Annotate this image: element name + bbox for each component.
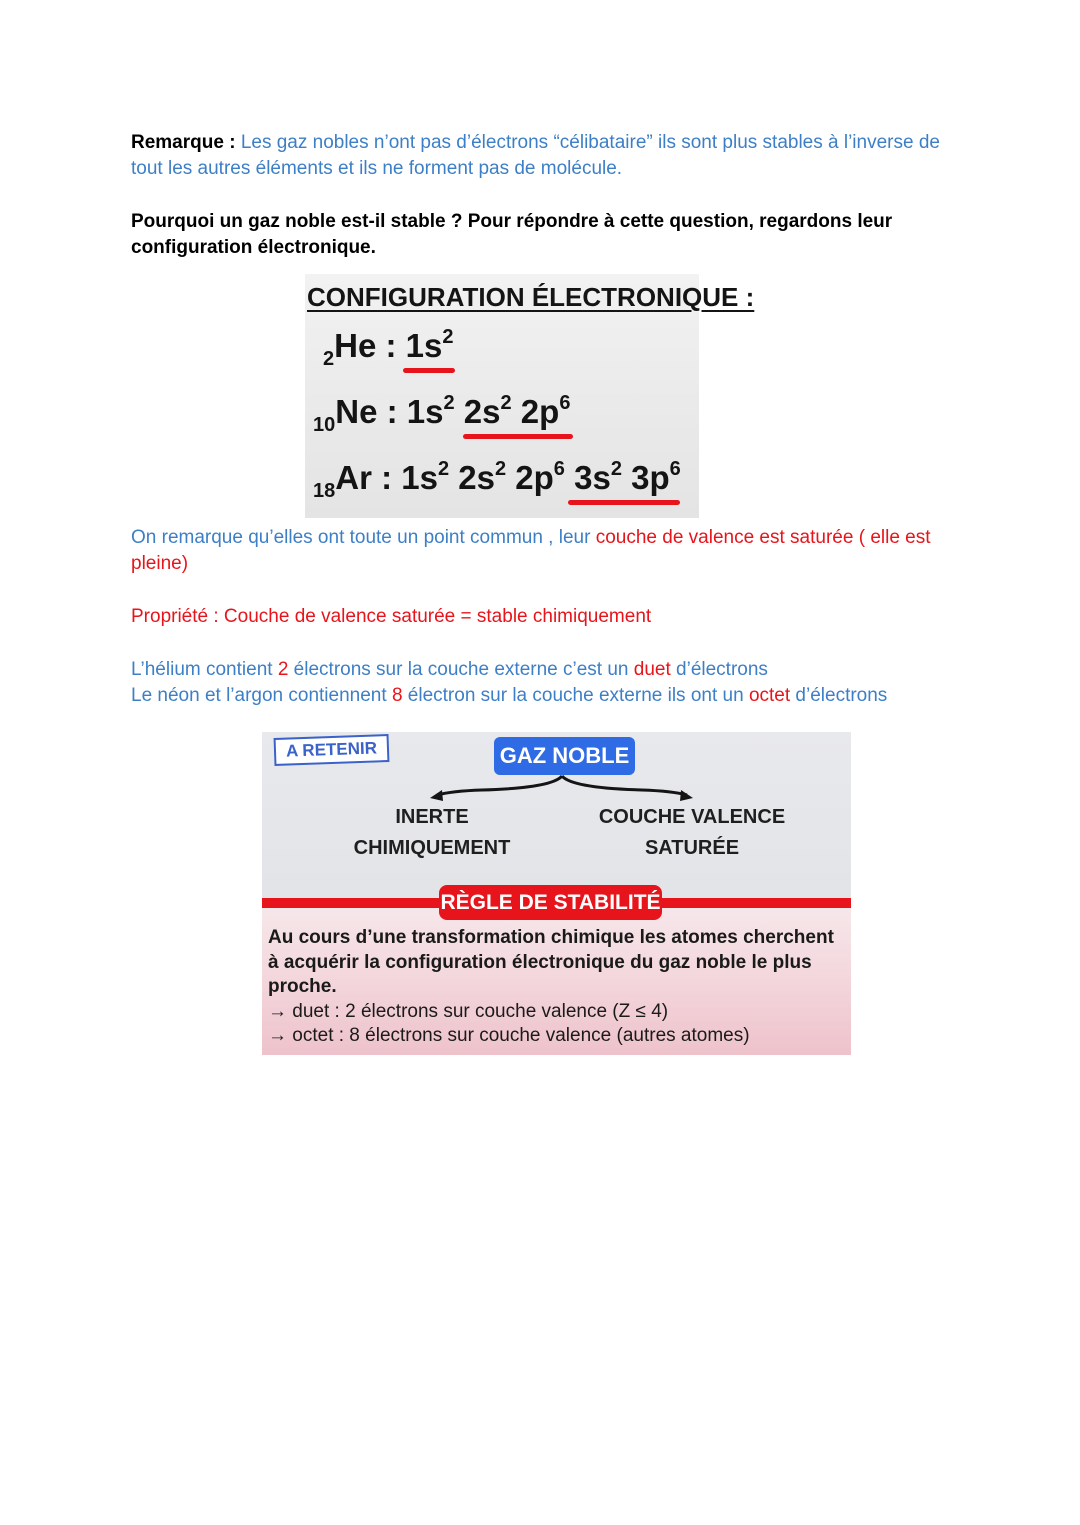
argon-z: 18: [313, 480, 336, 502]
propriete-paragraph: Propriété : Couche de valence saturée = stable chimiquement: [131, 606, 652, 627]
remark-valence-text: On remarque qu’elles ont toute un point commun , leur: [131, 527, 596, 548]
argon-underline: [568, 500, 680, 505]
couche-valence-node: [592, 802, 792, 864]
right-branch-arrow: [562, 776, 687, 795]
left-arrowhead: [430, 790, 443, 801]
neon-underline: [463, 434, 573, 439]
helium-z: 2: [323, 348, 335, 370]
argon-shell-3p: $3p^6$: [631, 458, 681, 496]
argon-shell-2p: $2p^6$: [515, 458, 565, 496]
duet-word: duet: [633, 659, 671, 680]
helium-paragraph: [131, 657, 951, 683]
neon-paragraph: [131, 683, 951, 709]
helium-text-a: L’hélium contient: [131, 659, 278, 680]
retenir-figure: [262, 732, 851, 1055]
argon-symbol: Ar :: [335, 459, 402, 496]
helium-count: 2: [277, 659, 289, 680]
octet-word: octet: [748, 685, 791, 706]
neon-text-c: d’électrons: [790, 685, 888, 706]
left-branch-arrow: [437, 776, 562, 795]
neon-z: 10: [313, 414, 336, 436]
inerte-line-2: CHIMIQUEMENT: [353, 837, 511, 859]
helium-text-c: d’électrons: [670, 659, 768, 680]
argon-shell-3s: $3s^2$: [574, 458, 622, 496]
gaz-noble-box: GAZ NOBLE: [494, 737, 635, 775]
helium-config: [323, 326, 453, 371]
rule-statement: Au cours d’une transformation chimique les atomes cherchent à acquérir la configuration électronique du gaz noble le plus proche.: [268, 927, 834, 997]
rule-text: [268, 926, 848, 1049]
couche-line-2: SATURÉE: [644, 837, 740, 859]
remark-valence-paragraph: [131, 525, 951, 577]
helium-underline: [403, 368, 455, 373]
neon-shell-2p: $2p^6$: [520, 392, 571, 430]
remarque-text: Les gaz nobles n’ont pas d’électrons “célibataire” ils sont plus stables à l’inverse de tout les autres éléments et ils ne forment pas de molécule.: [131, 132, 940, 179]
argon-shell-2s: $2s^2$: [458, 458, 507, 496]
neon-symbol: Ne :: [335, 393, 407, 430]
helium-symbol: He :: [334, 327, 406, 364]
a-retenir-tag: A RETENIR: [274, 734, 390, 766]
argon-config: [313, 458, 681, 503]
couche-line-1: COUCHE VALENCE: [598, 806, 786, 828]
configuration-figure: [305, 274, 755, 518]
neon-text-a: Le néon et l’argon contiennent: [131, 685, 392, 706]
remarque-label: Remarque :: [131, 132, 236, 153]
neon-count: 8: [391, 685, 403, 706]
inerte-line-1: INERTE: [395, 806, 469, 828]
helium-text-b: électrons sur la couche externe c’est un: [288, 659, 634, 680]
neon-text-b: électron sur la couche externe ils ont un: [402, 685, 749, 706]
octet-rule: → octet : 8 électrons sur couche valence (autres atomes): [268, 1025, 750, 1046]
configuration-title: CONFIGURATION ÉLECTRONIQUE :: [307, 282, 755, 312]
inerte-node: [352, 802, 512, 864]
remark-valence-highlight: couche de valence est saturée ( elle est pleine): [131, 527, 931, 574]
helium-shell-1s: $1s^2$: [405, 326, 454, 364]
question-paragraph: Pourquoi un gaz noble est-il stable ? Pour répondre à cette question, regardons leur configuration électronique.: [131, 211, 893, 258]
neon-shell-1s: $1s^2$: [406, 392, 455, 430]
neon-config: [313, 392, 570, 437]
argon-shell-1s: $1s^2$: [401, 458, 450, 496]
right-arrowhead: [680, 790, 693, 801]
neon-shell-2s: $2s^2$: [463, 392, 512, 430]
remarque-paragraph: [131, 130, 951, 182]
regle-stabilite-box: RÈGLE DE STABILITÉ: [439, 885, 662, 920]
duet-rule: → duet : 2 électrons sur couche valence (Z ≤ 4): [268, 1000, 669, 1022]
